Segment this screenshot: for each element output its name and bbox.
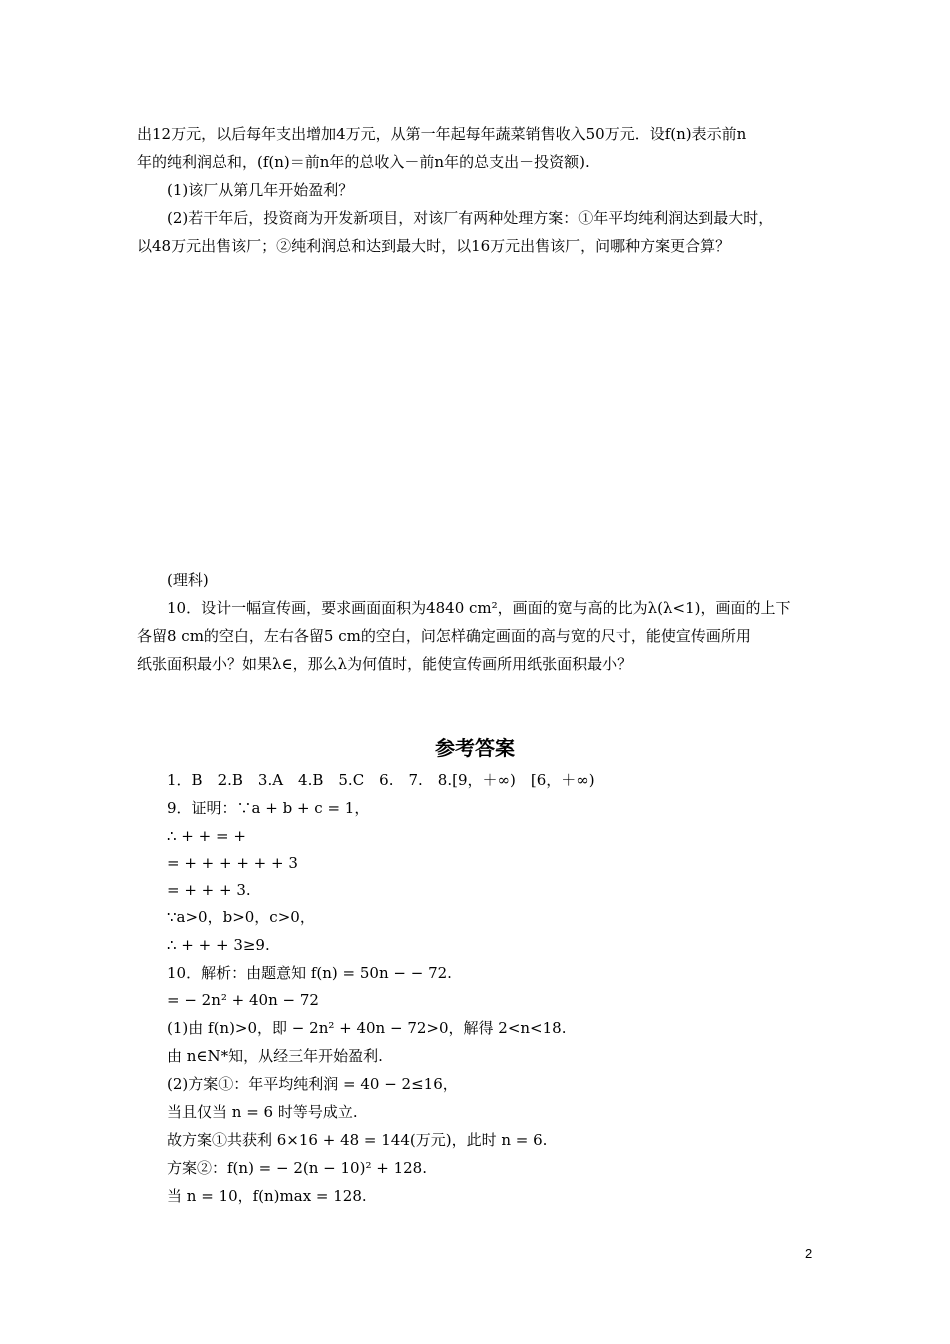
answer-line: 由 n∈N*知，从经三年开始盈利.	[167, 1047, 383, 1065]
answer-line: (2)方案①：年平均纯利润 = 40 − 2≤16，	[167, 1075, 458, 1093]
answer-line: 9．证明：∵a + b + c = 1，	[167, 799, 370, 817]
problem10-line3: 纸张面积最小？如果λ∈，那么λ为何值时，能使宣传画所用纸张面积最小？	[137, 655, 633, 673]
answer-line: ∴ + + = +	[167, 827, 246, 845]
answer-line: 当 n = 10，f(n)max = 128.	[167, 1187, 367, 1205]
answer-line: 方案②：f(n) = − 2(n − 10)² + 128.	[167, 1159, 427, 1177]
section-label: (理科)	[167, 571, 209, 589]
answer-line: (1)由 f(n)>0，即 − 2n² + 40n − 72>0，解得 2<n<18.	[167, 1019, 567, 1037]
problem9-q2-line2: 以48万元出售该厂；②纯利润总和达到最大时，以16万元出售该厂，问哪种方案更合算？	[137, 237, 731, 255]
answer-line: 10．解析：由题意知 f(n) = 50n − − 72.	[167, 964, 452, 982]
answer-line: 当且仅当 n = 6 时等号成立.	[167, 1103, 358, 1121]
page-number: 2	[805, 1246, 813, 1261]
answer-line: = + + + + + + 3	[167, 854, 298, 872]
answer-line: ∵a>0，b>0，c>0，	[167, 908, 315, 926]
problem9-line2: 年的纯利润总和，(f(n)＝前n年的总收入－前n年的总支出－投资额).	[137, 153, 590, 171]
problem10-line2: 各留8 cm的空白，左右各留5 cm的空白，问怎样确定画面的高与宽的尺寸，能使宣传画所用	[137, 627, 751, 645]
answer-line: 1．B 2.B 3.A 4.B 5.C 6. 7. 8.[9，＋∞) [6，＋∞)	[167, 771, 595, 789]
problem9-line1: 出12万元，以后每年支出增加4万元，从第一年起每年蔬菜销售收入50万元．设f(n)表示前n	[137, 125, 747, 143]
problem10-line1: 10．设计一幅宣传画，要求画面面积为4840 cm²，画面的宽与高的比为λ(λ<1)，画面的上下	[167, 599, 791, 617]
answer-line: ∴ + + + 3≥9.	[167, 936, 270, 954]
problem9-q1: (1)该厂从第几年开始盈利？	[167, 181, 354, 199]
answer-line: = − 2n² + 40n − 72	[167, 991, 319, 1009]
answers-title: 参考答案	[435, 736, 515, 760]
answer-line: 故方案①共获利 6×16 + 48 = 144(万元)，此时 n = 6.	[167, 1131, 548, 1149]
problem9-q2-line1: (2)若干年后，投资商为开发新项目，对该厂有两种处理方案：①年平均纯利润达到最大时，	[167, 209, 774, 227]
answer-line: = + + + 3.	[167, 881, 251, 899]
